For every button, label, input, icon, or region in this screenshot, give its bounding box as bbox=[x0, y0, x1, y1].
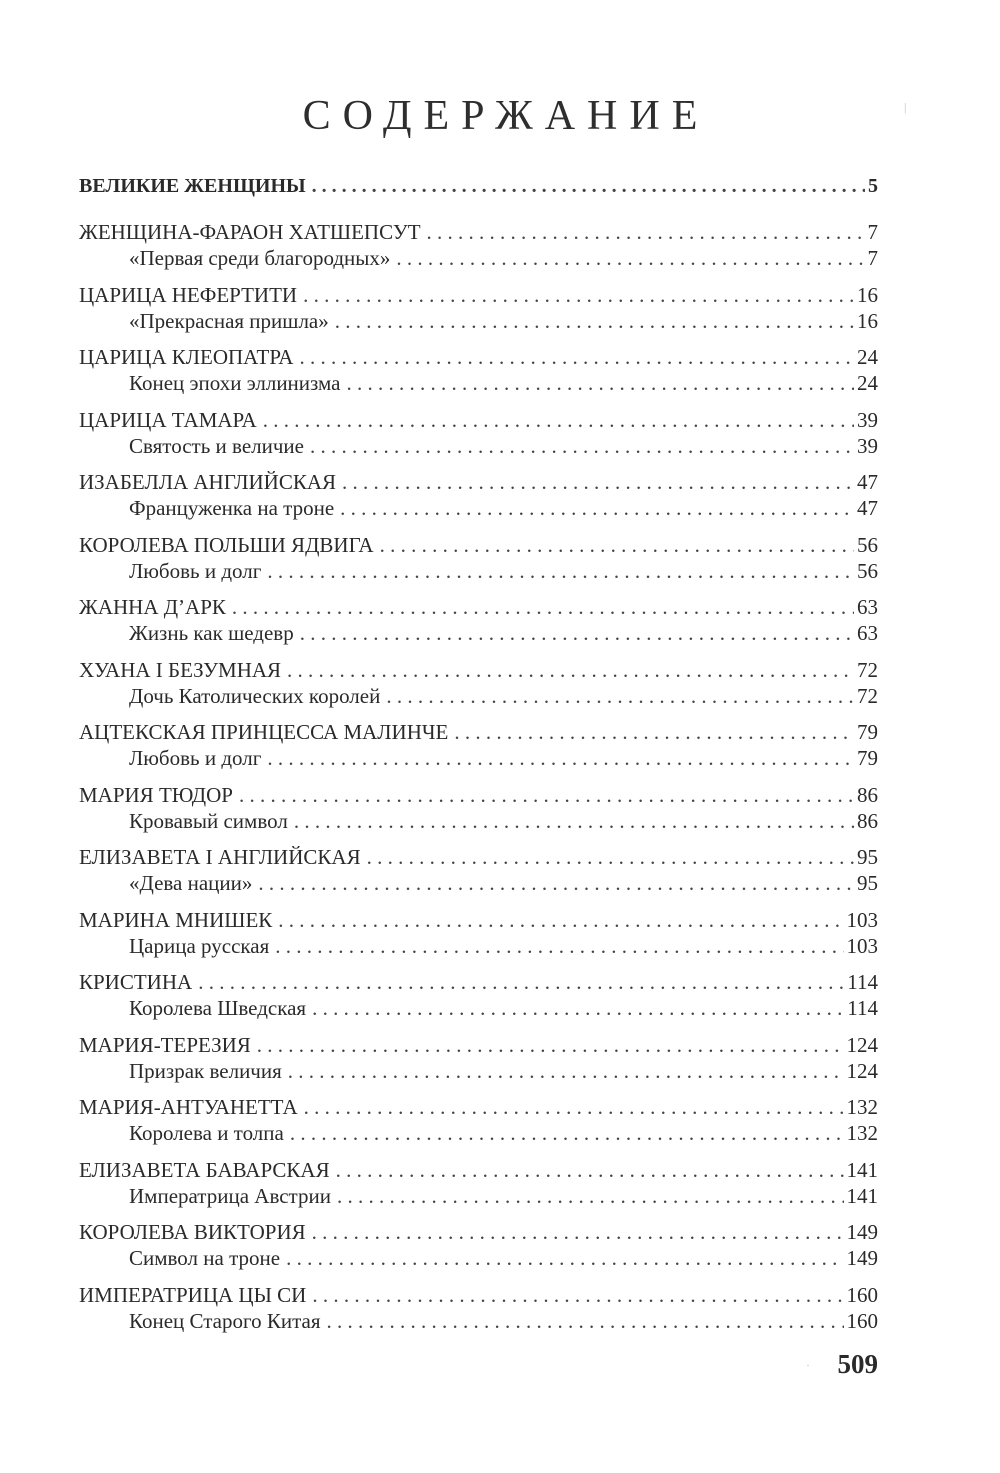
toc-chapter[interactable] bbox=[79, 1032, 878, 1058]
toc-chapter-page: 95 bbox=[857, 845, 878, 869]
toc-chapter-page: 160 bbox=[846, 1282, 878, 1307]
leader-dots bbox=[303, 282, 854, 308]
toc-subtitle-label: «Прекрасная пришла» bbox=[129, 308, 329, 333]
toc-section-label: ВЕЛИКИЕ ЖЕНЩИНЫ bbox=[79, 175, 306, 197]
toc-subtitle[interactable] bbox=[79, 745, 878, 771]
page-title: СОДЕРЖАНИЕ bbox=[302, 93, 710, 139]
toc-subtitle[interactable] bbox=[79, 808, 878, 834]
toc-chapter-page: 16 bbox=[857, 282, 878, 307]
toc-subtitle-label: «Дева нации» bbox=[129, 871, 253, 895]
page-number: 509 bbox=[837, 1349, 878, 1379]
leader-dots bbox=[380, 532, 854, 558]
toc-chapter-label: ЖАННА Д’АРК bbox=[79, 595, 226, 619]
toc-subtitle-page: 103 bbox=[846, 933, 878, 958]
toc-chapter-page: 132 bbox=[846, 1095, 878, 1119]
toc-subtitle-label: Конец эпохи эллинизма bbox=[129, 371, 341, 395]
toc-chapter[interactable] bbox=[79, 219, 878, 245]
toc-chapter[interactable] bbox=[79, 969, 878, 995]
toc-subtitle-label: Француженка на троне bbox=[129, 496, 335, 520]
toc-subtitle-page: 124 bbox=[846, 1058, 878, 1083]
leader-dots bbox=[427, 219, 865, 245]
leader-dots bbox=[454, 719, 854, 745]
toc-subtitle-label: Жизнь как шедевр bbox=[129, 621, 294, 645]
toc-subtitle-page: 47 bbox=[857, 496, 878, 520]
toc-subtitle[interactable] bbox=[79, 245, 878, 271]
toc-subtitle-label: Императрица Австрии bbox=[129, 1183, 331, 1208]
toc-chapter[interactable] bbox=[79, 594, 878, 620]
leader-dots bbox=[312, 1282, 843, 1308]
leader-dots bbox=[258, 870, 854, 896]
leader-dots bbox=[335, 308, 854, 334]
leader-dots bbox=[336, 1157, 844, 1183]
table-of-contents bbox=[79, 170, 878, 1344]
leader-dots bbox=[342, 469, 854, 495]
leader-dots bbox=[288, 1058, 844, 1084]
toc-subtitle-page: 86 bbox=[857, 808, 878, 833]
toc-chapter[interactable] bbox=[79, 1157, 878, 1183]
toc-chapter-page: 47 bbox=[857, 470, 878, 494]
toc-subtitle[interactable] bbox=[79, 995, 878, 1021]
toc-subtitle-page: 63 bbox=[857, 621, 878, 645]
toc-subtitle-label: Королева и толпа bbox=[129, 1121, 284, 1145]
leader-dots bbox=[275, 933, 843, 959]
toc-chapter[interactable] bbox=[79, 1282, 878, 1308]
toc-chapter-label: ЕЛИЗАВЕТА БАВАРСКАЯ bbox=[79, 1157, 330, 1182]
leader-dots bbox=[327, 1308, 844, 1334]
leader-dots bbox=[396, 245, 864, 271]
toc-chapter[interactable] bbox=[79, 344, 878, 370]
toc-chapter-page: 7 bbox=[867, 220, 878, 244]
leader-dots bbox=[337, 1183, 844, 1209]
toc-subtitle[interactable] bbox=[79, 683, 878, 709]
leader-dots bbox=[299, 344, 854, 370]
toc-chapter-label: ЦАРИЦА ТАМАРА bbox=[79, 407, 257, 432]
toc-chapter-page: 24 bbox=[857, 345, 878, 369]
toc-subtitle[interactable] bbox=[79, 620, 878, 646]
toc-chapter-label: ЖЕНЩИНА-ФАРАОН ХАТШЕПСУТ bbox=[79, 220, 421, 244]
toc-chapter-page: 39 bbox=[857, 407, 878, 432]
toc-subtitle-label: Призрак величия bbox=[129, 1058, 282, 1083]
toc-subtitle-page: 7 bbox=[867, 246, 878, 270]
leader-dots bbox=[257, 1032, 844, 1058]
toc-chapter-label: МАРИЯ-ТЕРЕЗИЯ bbox=[79, 1032, 251, 1057]
toc-chapter-label: ЦАРИЦА КЛЕОПАТРА bbox=[79, 345, 294, 369]
toc-subtitle-page: 95 bbox=[857, 871, 878, 895]
toc-chapter[interactable] bbox=[79, 907, 878, 933]
leader-dots bbox=[340, 495, 854, 521]
toc-subtitle-page: 149 bbox=[846, 1246, 878, 1270]
toc-subtitle-page: 24 bbox=[857, 371, 878, 395]
toc-chapter[interactable] bbox=[79, 407, 878, 433]
toc-section-page: 5 bbox=[868, 175, 878, 197]
toc-section[interactable] bbox=[79, 170, 878, 202]
leader-dots bbox=[312, 995, 844, 1021]
toc-chapter-label: АЦТЕКСКАЯ ПРИНЦЕССА МАЛИНЧЕ bbox=[79, 720, 449, 744]
leader-dots bbox=[290, 1120, 844, 1146]
toc-chapter-page: 56 bbox=[857, 532, 878, 557]
leader-dots bbox=[312, 1219, 844, 1245]
toc-chapter-page: 124 bbox=[846, 1032, 878, 1057]
leader-dots bbox=[198, 969, 844, 995]
toc-chapter-label: МАРИЯ-АНТУАНЕТТА bbox=[79, 1095, 298, 1119]
toc-chapter-label: ИЗАБЕЛЛА АНГЛИЙСКАЯ bbox=[79, 470, 337, 494]
toc-chapter-label: ХУАНА I БЕЗУМНАЯ bbox=[79, 657, 282, 682]
toc-chapter[interactable] bbox=[79, 469, 878, 495]
scan-speck: · bbox=[806, 1358, 810, 1372]
leader-dots bbox=[300, 620, 854, 646]
toc-subtitle-label: «Первая среди благородных» bbox=[129, 246, 391, 270]
toc-subtitle[interactable] bbox=[79, 933, 878, 959]
toc-subtitle[interactable] bbox=[79, 1058, 878, 1084]
leader-dots bbox=[312, 170, 865, 202]
toc-subtitle-page: 160 bbox=[846, 1308, 878, 1333]
toc-subtitle[interactable] bbox=[79, 433, 878, 459]
toc-chapter-page: 72 bbox=[857, 657, 878, 682]
toc-chapter[interactable] bbox=[79, 844, 878, 870]
leader-dots bbox=[267, 558, 854, 584]
leader-dots bbox=[287, 657, 854, 683]
toc-subtitle-label: Символ на троне bbox=[129, 1246, 281, 1270]
toc-subtitle[interactable] bbox=[79, 495, 878, 521]
toc-subtitle-label: Святость и величие bbox=[129, 433, 304, 458]
toc-chapter-page: 86 bbox=[857, 782, 878, 807]
leader-dots bbox=[367, 844, 854, 870]
toc-subtitle[interactable] bbox=[79, 1120, 878, 1146]
toc-chapter[interactable] bbox=[79, 282, 878, 308]
toc-subtitle-label: Кровавый символ bbox=[129, 808, 288, 833]
leader-dots bbox=[347, 370, 855, 396]
toc-subtitle-page: 79 bbox=[857, 746, 878, 770]
toc-subtitle-page: 16 bbox=[857, 308, 878, 333]
toc-subtitle-label: Любовь и долг bbox=[129, 558, 262, 583]
toc-chapter-label: ЕЛИЗАВЕТА I АНГЛИЙСКАЯ bbox=[79, 845, 361, 869]
toc-subtitle-label: Дочь Католических королей bbox=[129, 683, 381, 708]
toc-chapter[interactable] bbox=[79, 532, 878, 558]
toc-chapter-label: МАРИЯ ТЮДОР bbox=[79, 782, 233, 807]
toc-subtitle[interactable] bbox=[79, 308, 878, 334]
leader-dots bbox=[239, 782, 854, 808]
toc-subtitle[interactable] bbox=[79, 870, 878, 896]
toc-subtitle-page: 141 bbox=[846, 1183, 878, 1208]
toc-subtitle[interactable] bbox=[79, 1308, 878, 1334]
toc-chapter-label: МАРИНА МНИШЕК bbox=[79, 907, 273, 932]
toc-chapter-page: 114 bbox=[847, 970, 878, 994]
leader-dots bbox=[278, 907, 843, 933]
leader-dots bbox=[286, 1245, 843, 1271]
toc-subtitle[interactable] bbox=[79, 1183, 878, 1209]
toc-chapter-page: 63 bbox=[857, 595, 878, 619]
toc-chapter-page: 79 bbox=[857, 720, 878, 744]
toc-subtitle-page: 39 bbox=[857, 433, 878, 458]
toc-chapter-page: 149 bbox=[846, 1220, 878, 1244]
leader-dots bbox=[232, 594, 854, 620]
toc-chapter-label: ЦАРИЦА НЕФЕРТИТИ bbox=[79, 282, 298, 307]
toc-subtitle-page: 114 bbox=[847, 996, 878, 1020]
toc-entries bbox=[79, 219, 878, 1334]
toc-chapter-label: КРИСТИНА bbox=[79, 970, 193, 994]
toc-chapter-page: 103 bbox=[846, 907, 878, 932]
toc-chapter[interactable] bbox=[79, 782, 878, 808]
toc-chapter[interactable] bbox=[79, 657, 878, 683]
toc-subtitle-label: Королева Шведская bbox=[129, 996, 307, 1020]
toc-subtitle-label: Любовь и долг bbox=[129, 746, 262, 770]
toc-subtitle-label: Царица русская bbox=[129, 933, 270, 958]
toc-subtitle-page: 56 bbox=[857, 558, 878, 583]
leader-dots bbox=[263, 407, 854, 433]
toc-subtitle-page: 132 bbox=[846, 1121, 878, 1145]
binding-mark: | bbox=[904, 100, 907, 114]
leader-dots bbox=[267, 745, 854, 771]
leader-dots bbox=[304, 1094, 844, 1120]
toc-subtitle[interactable] bbox=[79, 370, 878, 396]
toc-chapter[interactable] bbox=[79, 719, 878, 745]
toc-subtitle-page: 72 bbox=[857, 683, 878, 708]
leader-dots bbox=[310, 433, 854, 459]
leader-dots bbox=[294, 808, 854, 834]
toc-chapter[interactable] bbox=[79, 1094, 878, 1120]
toc-chapter-page: 141 bbox=[846, 1157, 878, 1182]
toc-chapter[interactable] bbox=[79, 1219, 878, 1245]
toc-chapter-label: ИМПЕРАТРИЦА ЦЫ СИ bbox=[79, 1282, 307, 1307]
toc-chapter-label: КОРОЛЕВА ПОЛЬШИ ЯДВИГА bbox=[79, 532, 374, 557]
toc-chapter-label: КОРОЛЕВА ВИКТОРИЯ bbox=[79, 1220, 306, 1244]
leader-dots bbox=[386, 683, 854, 709]
toc-subtitle[interactable] bbox=[79, 558, 878, 584]
toc-subtitle-label: Конец Старого Китая bbox=[129, 1308, 321, 1333]
toc-subtitle[interactable] bbox=[79, 1245, 878, 1271]
